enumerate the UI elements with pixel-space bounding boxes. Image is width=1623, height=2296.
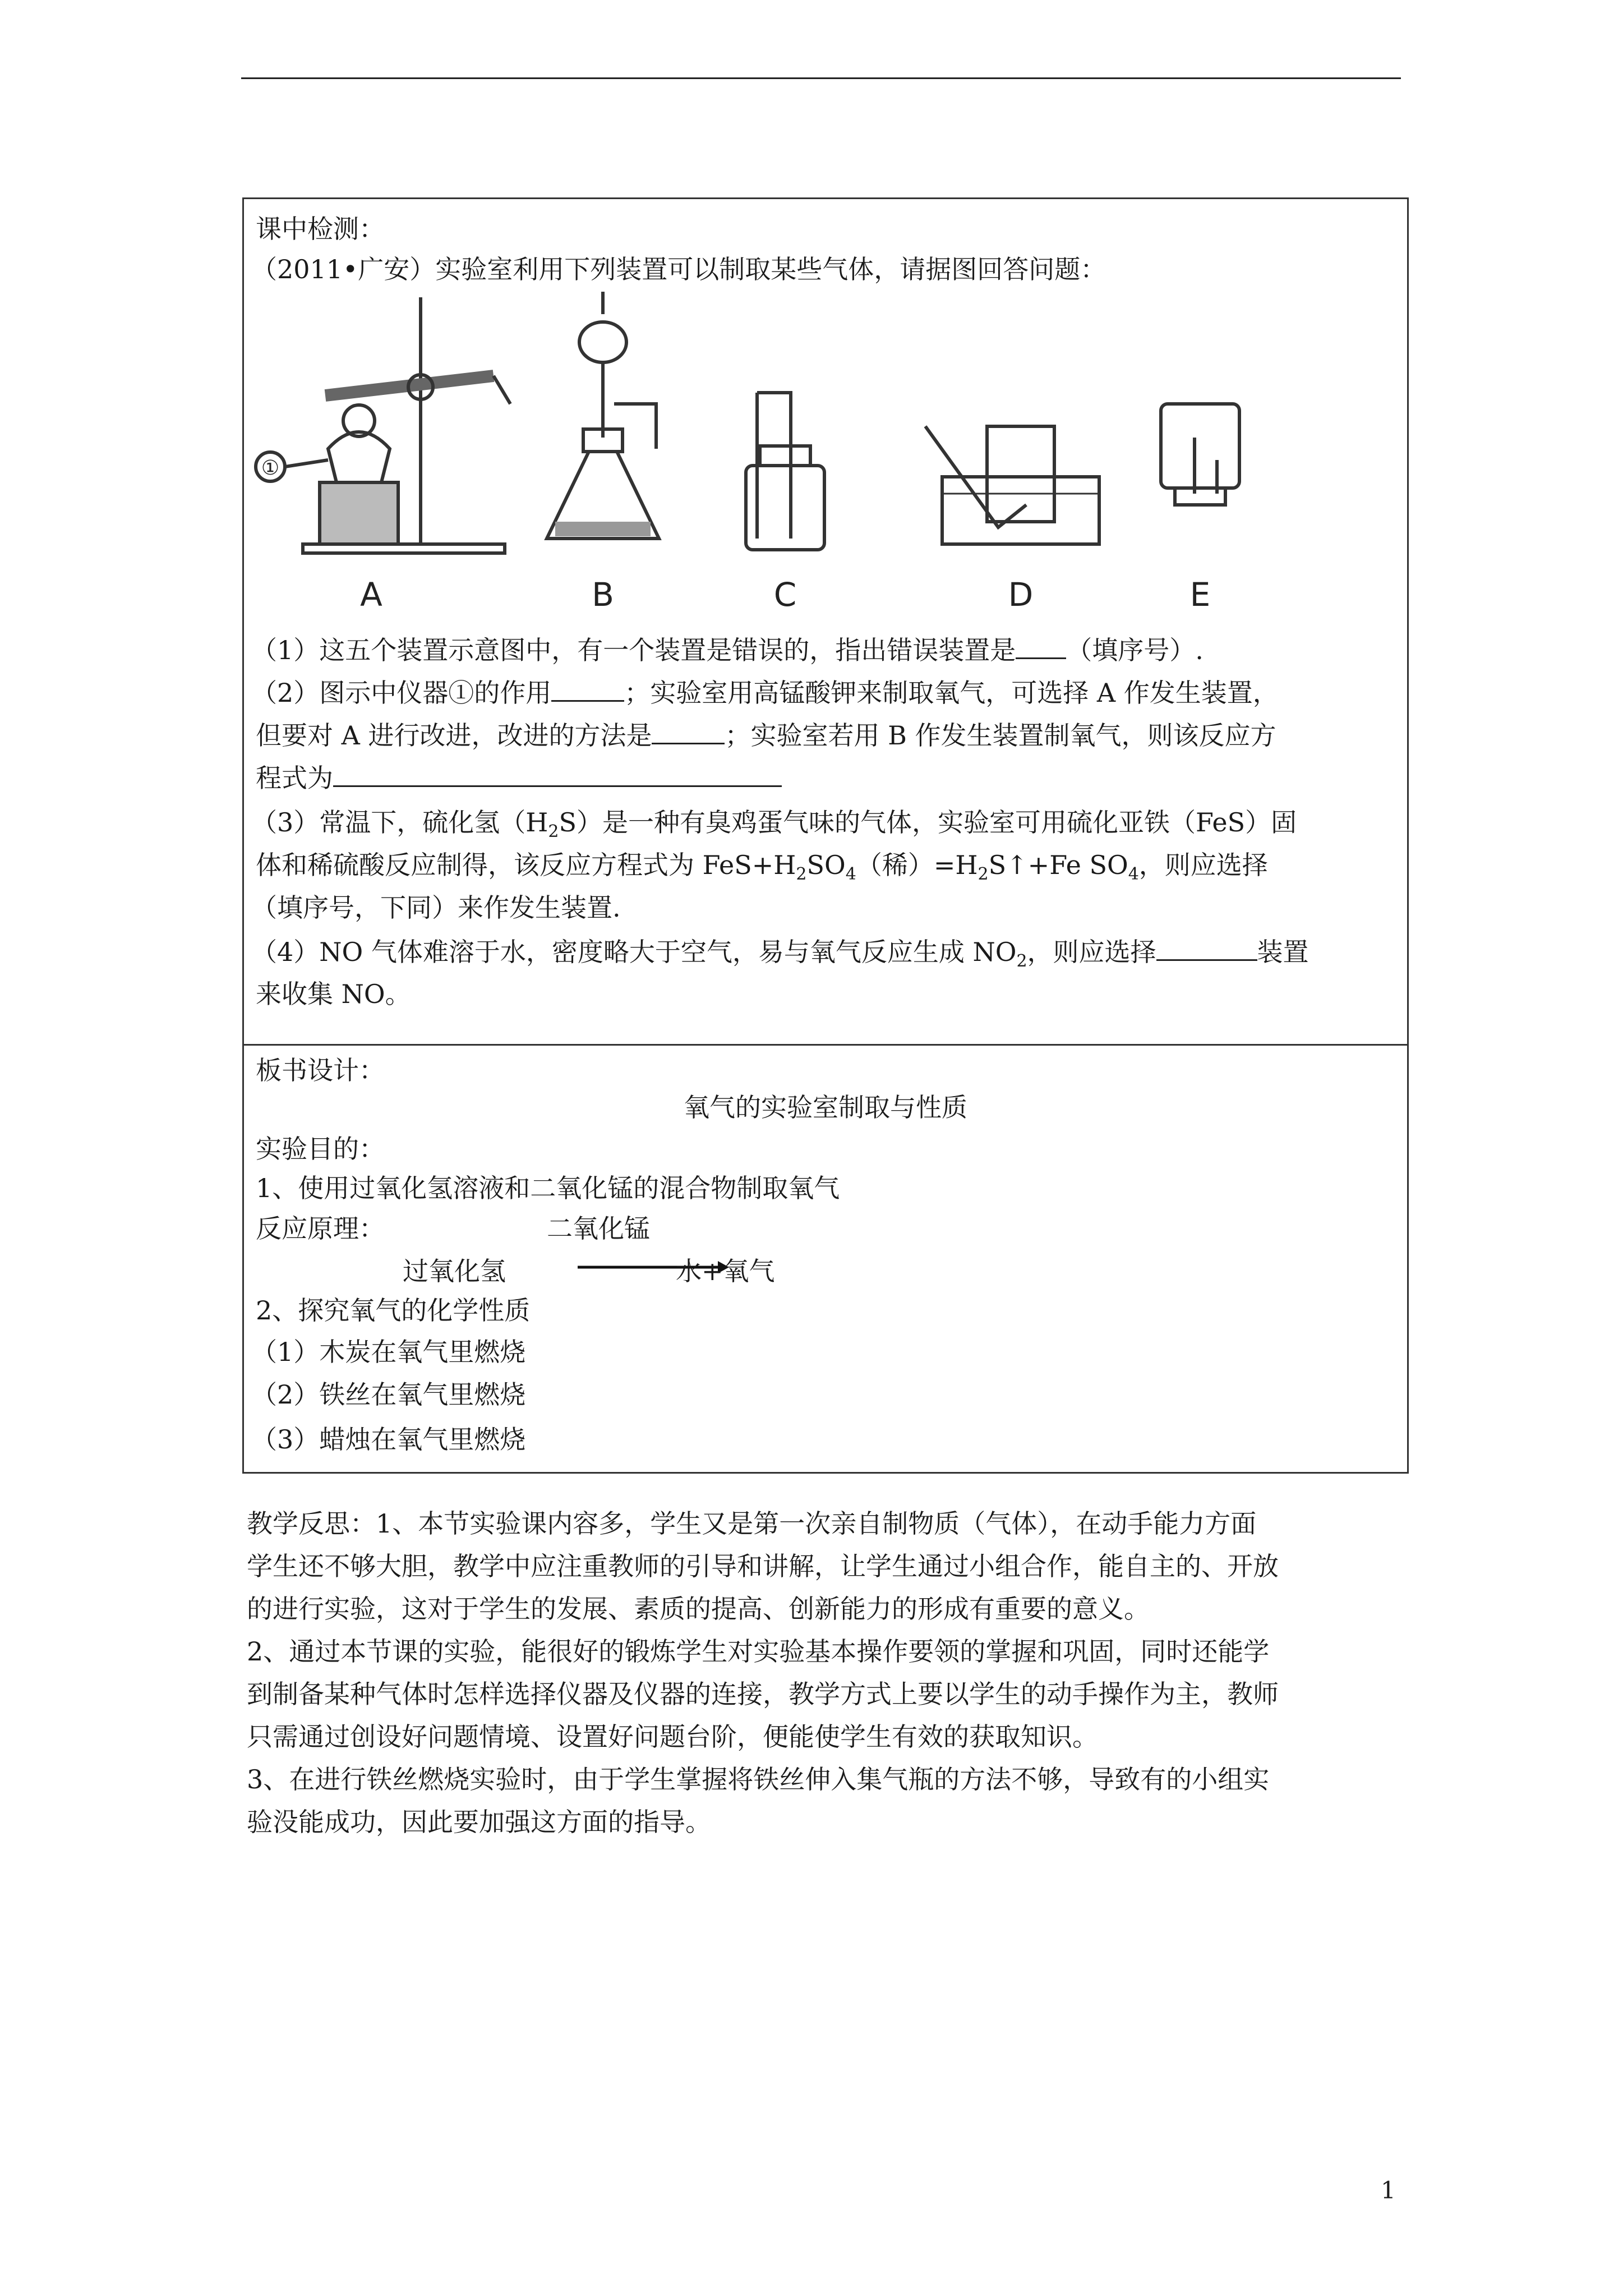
q4-part: （4）NO 气体难溶于水，密度略大于空气，易与氧气反应生成 NO (251, 937, 1017, 967)
q1-text-b: （填序号）. (1066, 635, 1204, 665)
reflection-p2-l2: 到制备某种气体时怎样选择仪器及仪器的连接，教学方式上要以学生的动手操作为主，教师 (247, 1679, 1279, 1709)
q3-sub: 2 (978, 864, 989, 885)
q3-part: 体和稀硫酸反应制得，该反应方程式为 FeS+H (256, 850, 796, 880)
label-b: B (592, 576, 614, 614)
q3-sub: 4 (1128, 864, 1139, 885)
apparatus-figure (252, 292, 1307, 617)
reflection-p2-l1: 2、通过本节课的实验，能很好的锻炼学生对实验基本操作要领的掌握和巩固，同时还能学 (247, 1636, 1270, 1667)
board-title: 氧气的实验室制取与性质 (684, 1092, 967, 1122)
q3-sub: 4 (845, 864, 856, 885)
q2-text-a: （2）图示中仪器①的作用 (251, 678, 552, 708)
delivery-tube-a (494, 376, 510, 404)
board-sub-2: （2）铁丝在氧气里燃烧 (251, 1379, 526, 1410)
label-c: C (773, 576, 797, 614)
label-e: E (1189, 576, 1211, 614)
page-number: 1 (1381, 2177, 1396, 2204)
quiz-heading: 课中检测： (256, 214, 385, 244)
reflection-p3-l2: 验没能成功，因此要加强这方面的指导。 (247, 1807, 711, 1837)
question-2-line-1 (251, 675, 1279, 710)
gas-jar-e (1161, 404, 1239, 488)
label-a: A (360, 576, 382, 614)
q3-part: （3）常温下，硫化氢（H (251, 807, 548, 838)
reaction-catalyst: 二氧化锰 (547, 1213, 650, 1244)
q3-part: （稀）=H (856, 850, 978, 880)
q1-text-a: （1）这五个装置示意图中，有一个装置是错误的，指出错误装置是 (251, 635, 1016, 665)
burner-base (320, 482, 398, 544)
board-item-1: 1、使用过氧化氢溶液和二氧化锰的混合物制取氧气 (256, 1173, 840, 1203)
q4-part: ，则应选择 (1027, 937, 1156, 967)
board-purpose: 实验目的： (256, 1134, 385, 1164)
board-principle: 反应原理： (256, 1213, 385, 1244)
reaction-reactant: 过氧化氢 (403, 1256, 506, 1286)
q4-blank (1156, 935, 1257, 961)
reflection-p1-l3: 的进行实验，这对于学生的发展、素质的提高、创新能力的形成有重要的意义。 (247, 1594, 1150, 1624)
reflection-p3-l1: 3、在进行铁丝燃烧实验时，由于学生掌握将铁丝伸入集气瓶的方法不够，导致有的小组实 (247, 1764, 1270, 1795)
q2-text-c: 但要对 A 进行改进，改进的方法是 (256, 720, 652, 751)
question-3-line-1 (251, 806, 1297, 849)
question-2-line-2 (256, 718, 1276, 752)
reflection-p1-l1: 教学反思：1、本节实验课内容多，学生又是第一次亲自制物质（气体），在动手能力方面 (247, 1508, 1257, 1539)
reflection-p2-l3: 只需通过创设好问题情境、设置好问题台阶，便能使学生有效的获取知识。 (247, 1722, 1098, 1752)
board-item-2: 2、探究氧气的化学性质 (256, 1295, 531, 1326)
question-2-line-3 (256, 761, 782, 795)
q3-part: S↑+Fe SO (988, 850, 1128, 880)
q3-sub: 2 (796, 864, 807, 885)
q2-text-b: ；实验室用高锰酸钾来制取氧气，可选择 A 作发生装置， (624, 678, 1279, 708)
quiz-intro: （2011•广安）实验室利用下列装置可以制取某些气体，请据图回答问题： (251, 254, 1106, 284)
question-3-line-2 (256, 848, 1268, 891)
q3-part: S）是一种有臭鸡蛋气味的气体，实验室可用硫化亚铁（FeS）固 (559, 807, 1297, 838)
reflection-p1-l2: 学生还不够大胆，教学中应注重教师的引导和讲解，让学生通过小组合作，能自主的、开放 (247, 1551, 1279, 1581)
reaction-products: 水+氧气 (676, 1256, 775, 1286)
q4-sub: 2 (1016, 951, 1027, 972)
question-4-line-1 (251, 935, 1309, 978)
q2-text-d: ；实验室若用 B 作发生装置制氧气，则该反应方 (725, 720, 1276, 751)
question-1 (251, 633, 1204, 667)
header-rule (241, 77, 1401, 79)
q2-text-e: 程式为 (256, 763, 333, 793)
alcohol-lamp (328, 432, 390, 482)
q3-sub: 2 (548, 822, 559, 842)
label-circle: ① (261, 457, 280, 480)
question-3-line-3: （填序号，下同）来作发生装置. (251, 892, 621, 923)
separatory-funnel (579, 322, 626, 362)
q4-part: 装置 (1257, 937, 1309, 967)
q3-part: ，则应选择 (1138, 850, 1268, 880)
q3-part: SO (806, 850, 846, 880)
q1-blank (1016, 633, 1066, 659)
q2-blank-2 (652, 718, 725, 744)
board-sub-1: （1）木炭在氧气里燃烧 (251, 1337, 526, 1367)
board-sub-3: （3）蜡烛在氧气里燃烧 (251, 1424, 526, 1455)
board-heading: 板书设计： (256, 1055, 385, 1085)
delivery-tube-b (614, 404, 656, 449)
question-4-line-2: 来收集 NO。 (256, 979, 411, 1009)
label-d: D (1008, 576, 1034, 614)
q2-blank-1 (551, 675, 624, 702)
q2-blank-3 (333, 761, 782, 787)
